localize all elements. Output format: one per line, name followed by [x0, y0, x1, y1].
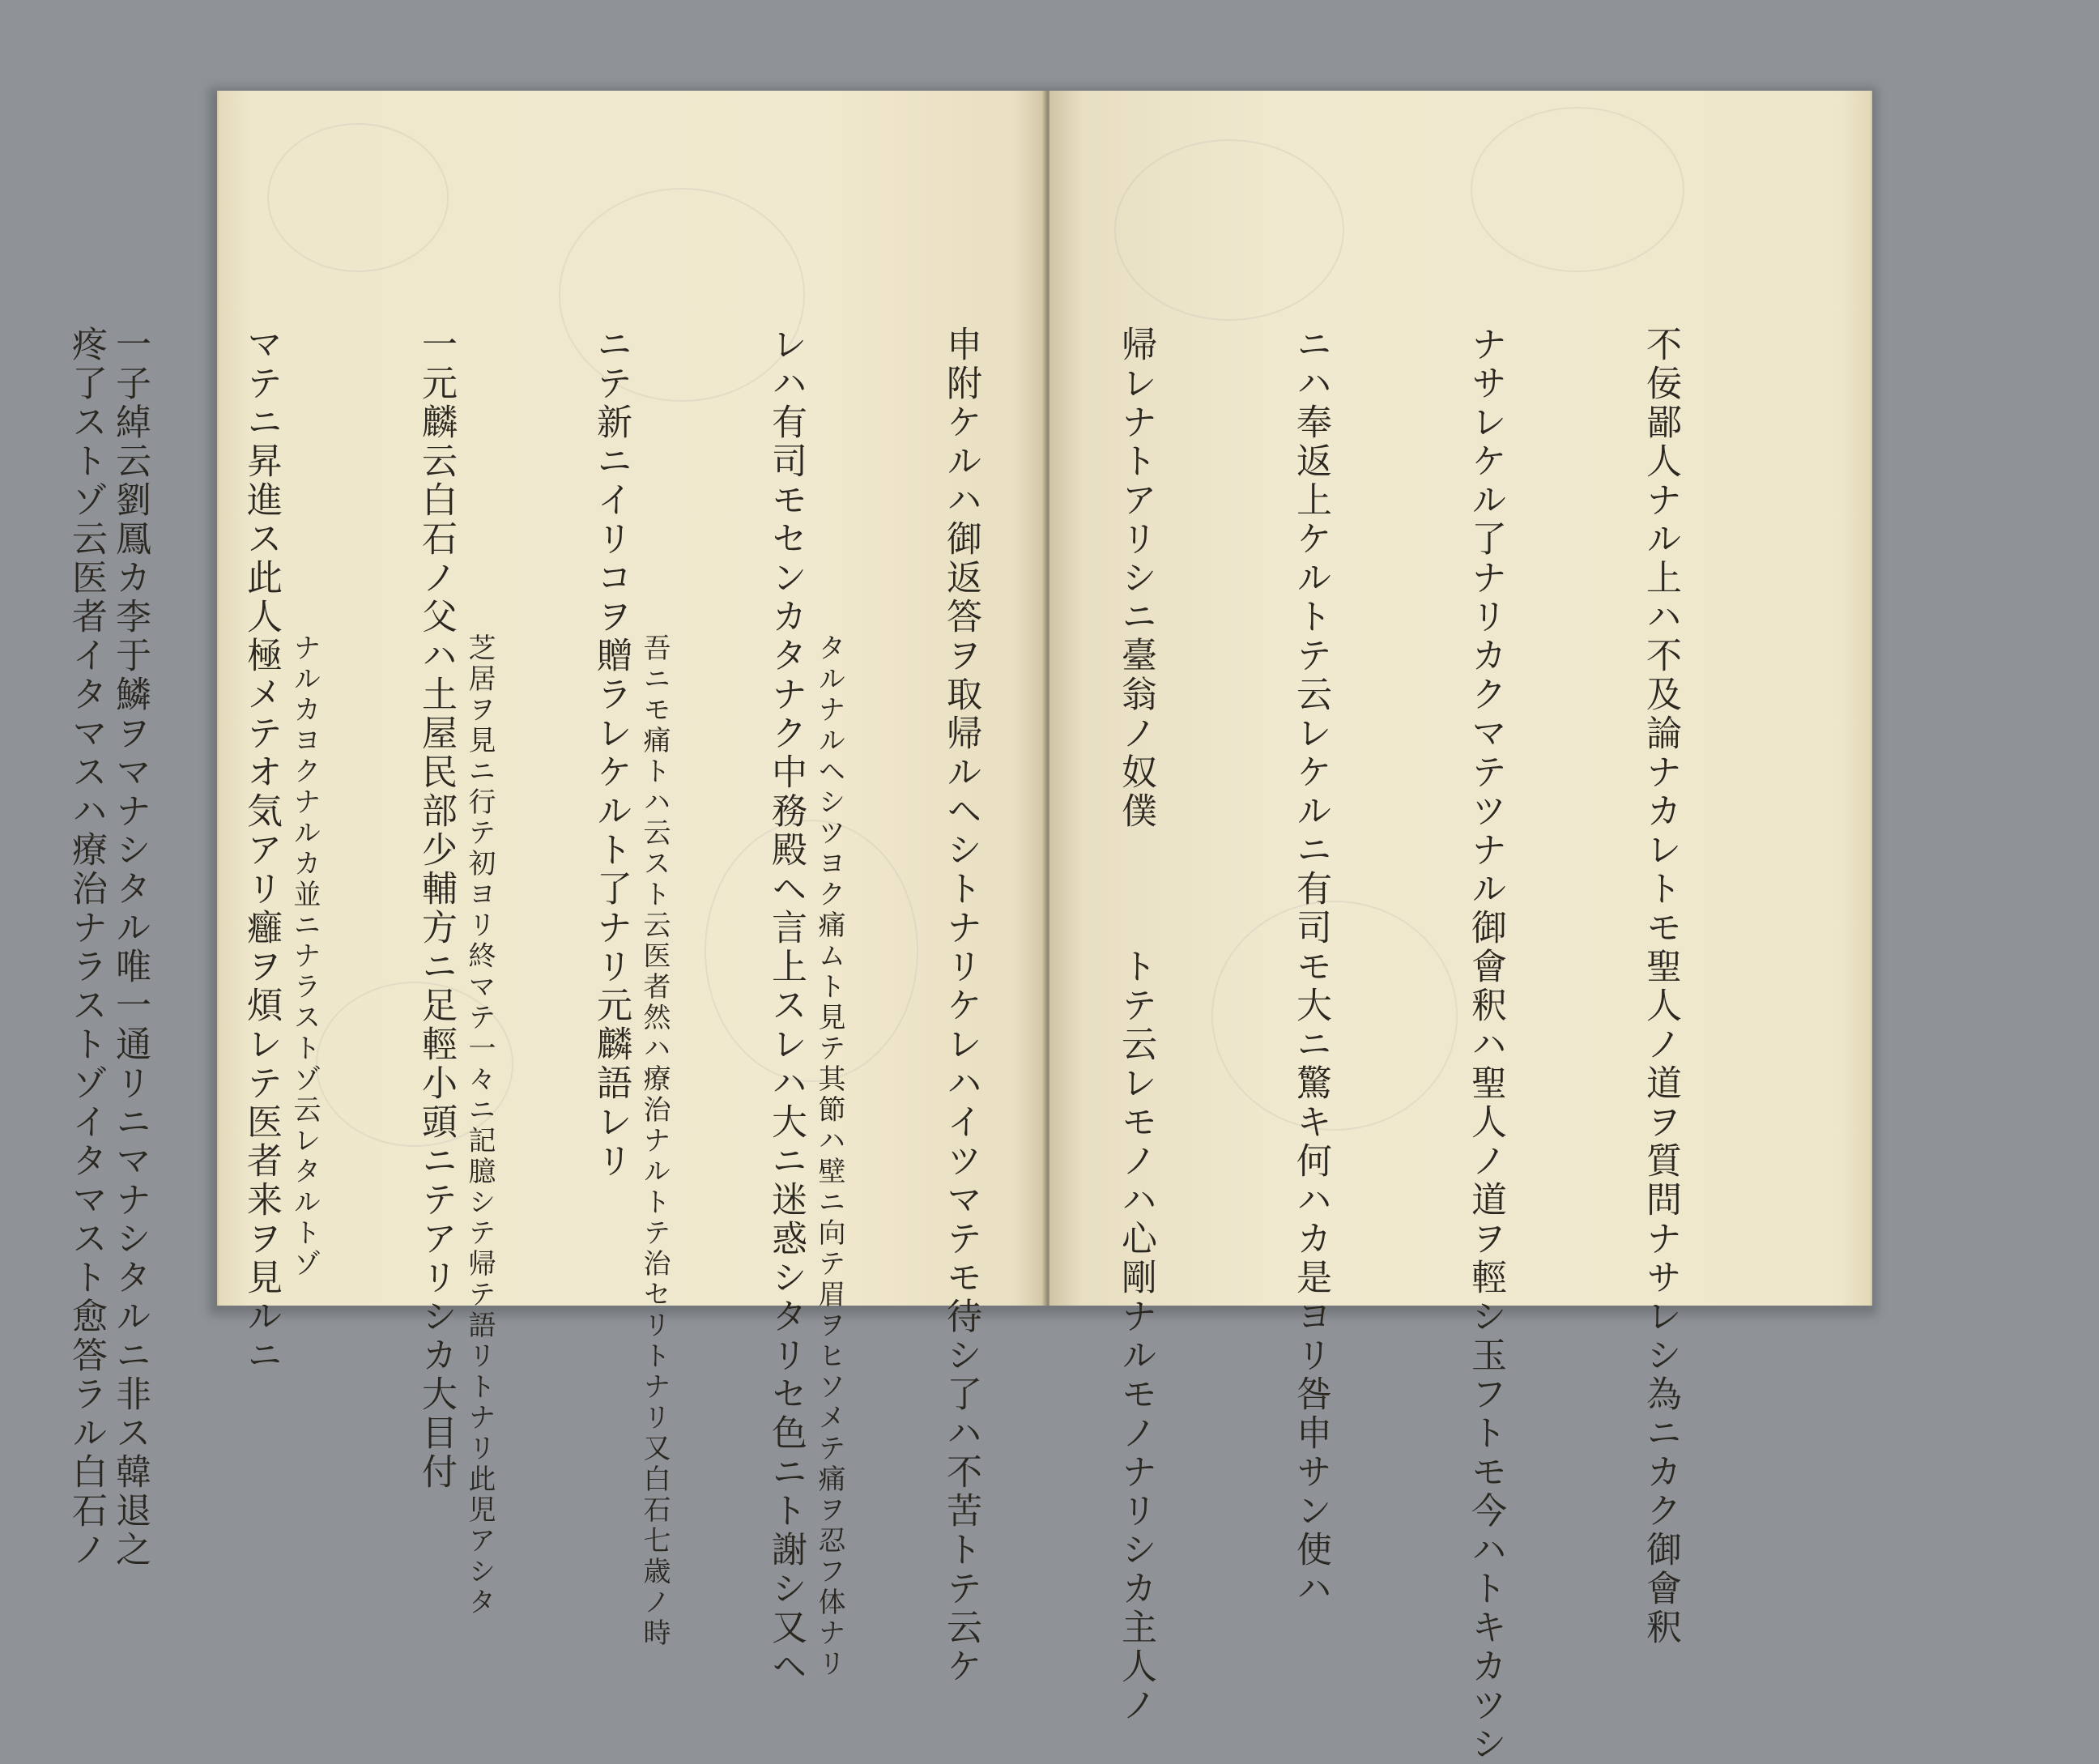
text-column: マテニ昇進ス此人極メテオ気アリ癰ヲ煩レテ医者来ヲ見ルニ: [241, 326, 282, 1375]
text-column: 疼了ストゾ云医者イタマスハ療治ナラストゾイタマスト愈答ラル白石ノ: [66, 326, 107, 1570]
text-column: 一子綽云劉鳳カ李于鱗ヲマナシタル唯一通リニマナシタルニ非ス韓退之: [109, 326, 151, 1570]
text-column: ニテ新ニイリコヲ贈ラレケルト了ナリ元麟語レリ: [590, 326, 632, 1181]
text-column: 帰レナトアリシニ臺翁ノ奴僕 トテ云レモノハ心剛ナルモノナリシカ主人ノ: [1115, 326, 1156, 1725]
paper-fiber: [1114, 139, 1344, 321]
text-column: ナルカヨクナルカ並ニナラストゾ云レタルトゾ: [288, 633, 321, 1280]
paper-fiber: [1471, 107, 1684, 272]
text-column: レハ有司モセンカタナク中務殿ヘ言上スレハ大ニ迷惑シタリセ色ニト謝シ又ヘ: [765, 326, 807, 1686]
text-column: 一元麟云白石ノ父ハ土屋民部少輔方ニ足輕小頭ニテアリシカ大目付: [415, 326, 457, 1492]
paper-fiber: [267, 123, 449, 272]
text-column: ナサレケル了ナリカクマテツナル御會釈ハ聖人ノ道ヲ輕シ玉フトモ今ハトキカツシ: [1465, 326, 1506, 1764]
text-column: 吾ニモ痛トハ云スト云医者然ハ療治ナルトテ治セリトナリ又白石七歳ノ時: [638, 633, 671, 1649]
text-column: タルナルヘシツヨク痛ムト見テ其節ハ壁ニ向テ眉ヲヒソメテ痛ヲ忍フ体ナリ: [813, 633, 845, 1680]
text-column: 申附ケルハ御返答ヲ取帰ルヘシトナリケレハイツマテモ待シ了ハ不苦トテ云ケ: [940, 326, 981, 1686]
right-page-text: [0, 326, 1806, 1764]
text-column: 不佞鄙人ナル上ハ不及論ナカレトモ聖人ノ道ヲ質問ナサレシ為ニカク御會釈: [1640, 326, 1681, 1647]
text-column: 芝居ヲ見ニ行テ初ヨリ終マテ一々ニ記臆シテ帰テ語リトナリ此児アシタ: [463, 633, 496, 1618]
text-column: ニハ奉返上ケルトテ云レケルニ有司モ大ニ驚キ何ハカ是ヨリ咎申サン使ハ: [1290, 326, 1331, 1608]
